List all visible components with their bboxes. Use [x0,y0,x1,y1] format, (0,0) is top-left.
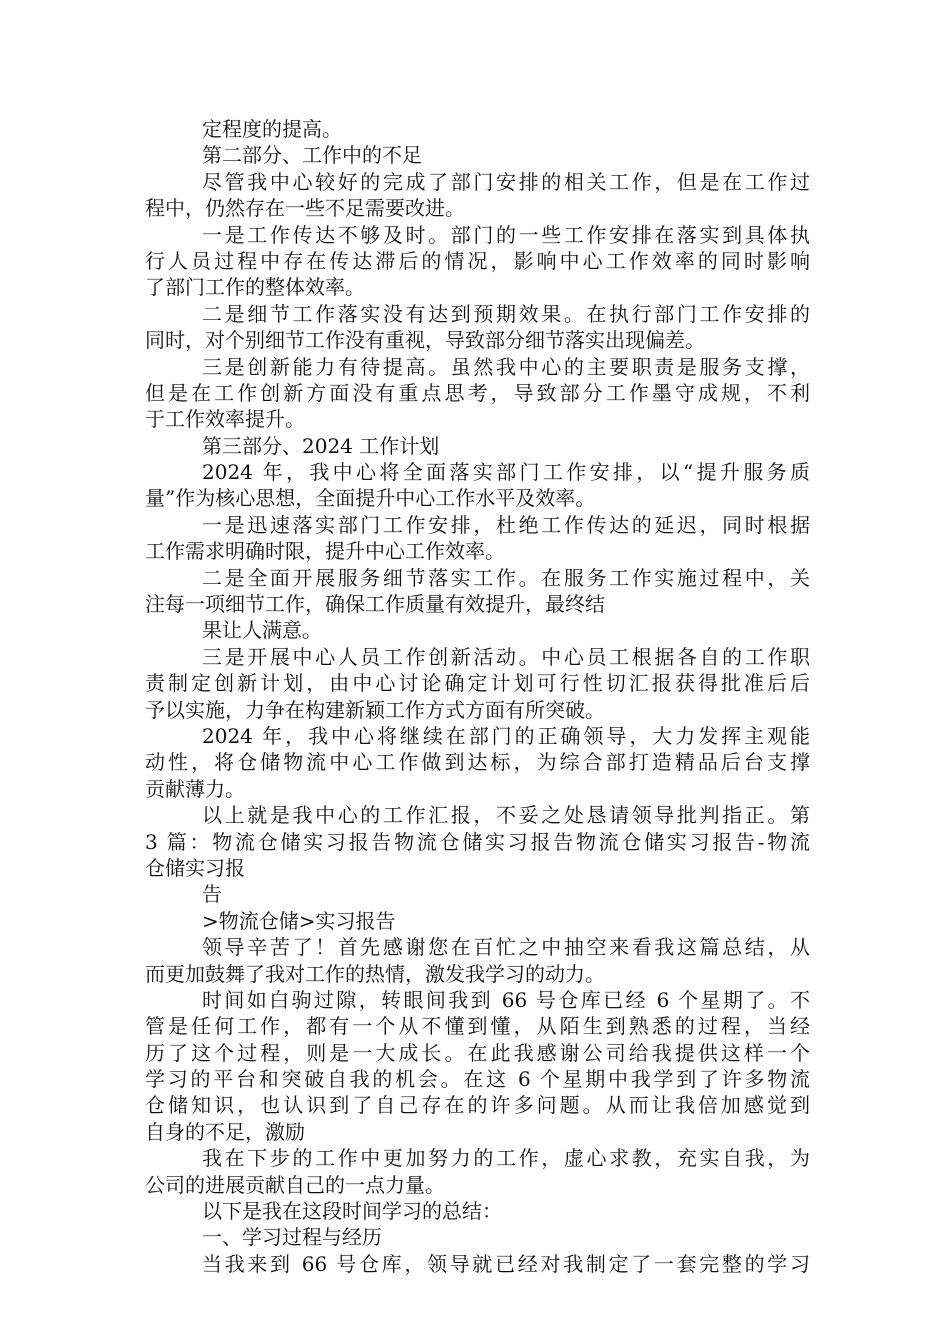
text-line: 果让人满意。 [202,618,322,643]
text-line: 注每一项细节工作，确保工作质量有效提升，最终结 [145,592,605,617]
text-line: 予以实施，力争在构建新颖工作方式方面有所突破。 [145,697,605,722]
text-line: 一是迅速落实部门工作安排，杜绝工作传达的延迟，同时根据 [202,512,810,537]
text-line: 学习的平台和突破自我的机会。在这 6 个星期中我学到了许多物流 [145,1067,810,1092]
text-line: 一是工作传达不够及时。部门的一些工作安排在落实到具体执 [202,222,810,247]
text-line: 2024 年，我中心将继续在部门的正确领导，大力发挥主观能 [202,723,810,748]
text-line: 同时，对个别细节工作没有重视，导致部分细节落实出现偏差。 [145,328,705,353]
text-line: 责制定创新计划，由中心讨论确定计划可行性切汇报获得批准后后 [145,671,810,696]
text-line: 但是在工作创新方面没有重点思考，导致部分工作墨守成规，不利 [145,380,810,405]
text-line: 以上就是我中心的工作汇报，不妥之处恳请领导批判指正。第 [202,803,810,828]
text-line: 动性，将仓储物流中心工作做到达标，为综合部打造精品后台支撑 [145,750,810,775]
text-line: 于工作效率提升。 [145,407,305,432]
text-line: 公司的进展贡献自己的一点力量。 [145,1172,445,1197]
text-line: 定程度的提高。 [202,117,342,141]
text-line: 贡献薄力。 [145,776,245,801]
text-line: 二是细节工作落实没有达到预期效果。在执行部门工作安排的 [202,301,810,326]
section-heading: 一、学习过程与经历 [202,1225,382,1250]
text-line: 程中，仍然存在一些不足需要改进。 [145,196,465,221]
text-line: 仓储知识，也认识到了自己存在的许多问题。从而让我倍加感觉到 [145,1093,810,1118]
text-line: 我在下步的工作中更加努力的工作，虚心求教，充实自我，为 [202,1146,810,1171]
text-line: 自身的不足，激励 [145,1119,305,1144]
document-body [145,116,810,1277]
text-line: 而更加鼓舞了我对工作的热情，激发我学习的动力。 [145,961,605,986]
text-line: 2024 年，我中心将全面落实部门工作安排，以“提升服务质 [202,460,810,485]
text-line: 管是任何工作，都有一个从不懂到懂，从陌生到熟悉的过程，当经 [145,1014,810,1039]
text-line: 三是创新能力有待提高。虽然我中心的主要职责是服务支撑， [202,354,810,379]
text-line: 量”作为核心思想，全面提升中心工作水平及效率。 [145,486,596,511]
text-line: 仓储实习报 [145,855,245,880]
text-line: 工作需求明确时限，提升中心工作效率。 [145,539,505,564]
text-line: >物流仓储>实习报告 [202,908,396,933]
text-line: 以下是我在这段时间学习的总结： [202,1199,502,1224]
section-heading: 第三部分、2024 工作计划 [202,433,440,458]
section-heading: 第二部分、工作中的不足 [202,143,422,168]
text-line: 尽管我中心较好的完成了部门安排的相关工作，但是在工作过 [202,169,810,194]
text-line: 二是全面开展服务细节落实工作。在服务工作实施过程中，关 [202,565,810,590]
text-line: 三是开展中心人员工作创新活动。中心员工根据各自的工作职 [202,644,810,669]
text-line: 行人员过程中存在传达滞后的情况，影响中心工作效率的同时影响 [145,248,810,273]
text-line: 历了这个过程，则是一大成长。在此我感谢公司给我提供这样一个 [145,1040,810,1065]
text-line: 时间如白驹过隙，转眼间我到 66 号仓库已经 6 个星期了。不 [202,987,810,1012]
text-line: 了部门工作的整体效率。 [145,275,365,300]
text-line: 3 篇：物流仓储实习报告物流仓储实习报告物流仓储实习报告-物流 [145,829,810,854]
text-line: 当我来到 66 号仓库，领导就已经对我制定了一套完整的学习 [202,1251,810,1276]
text-line: 领导辛苦了！首先感谢您在百忙之中抽空来看我这篇总结，从 [202,935,810,960]
text-line: 告 [202,882,222,907]
